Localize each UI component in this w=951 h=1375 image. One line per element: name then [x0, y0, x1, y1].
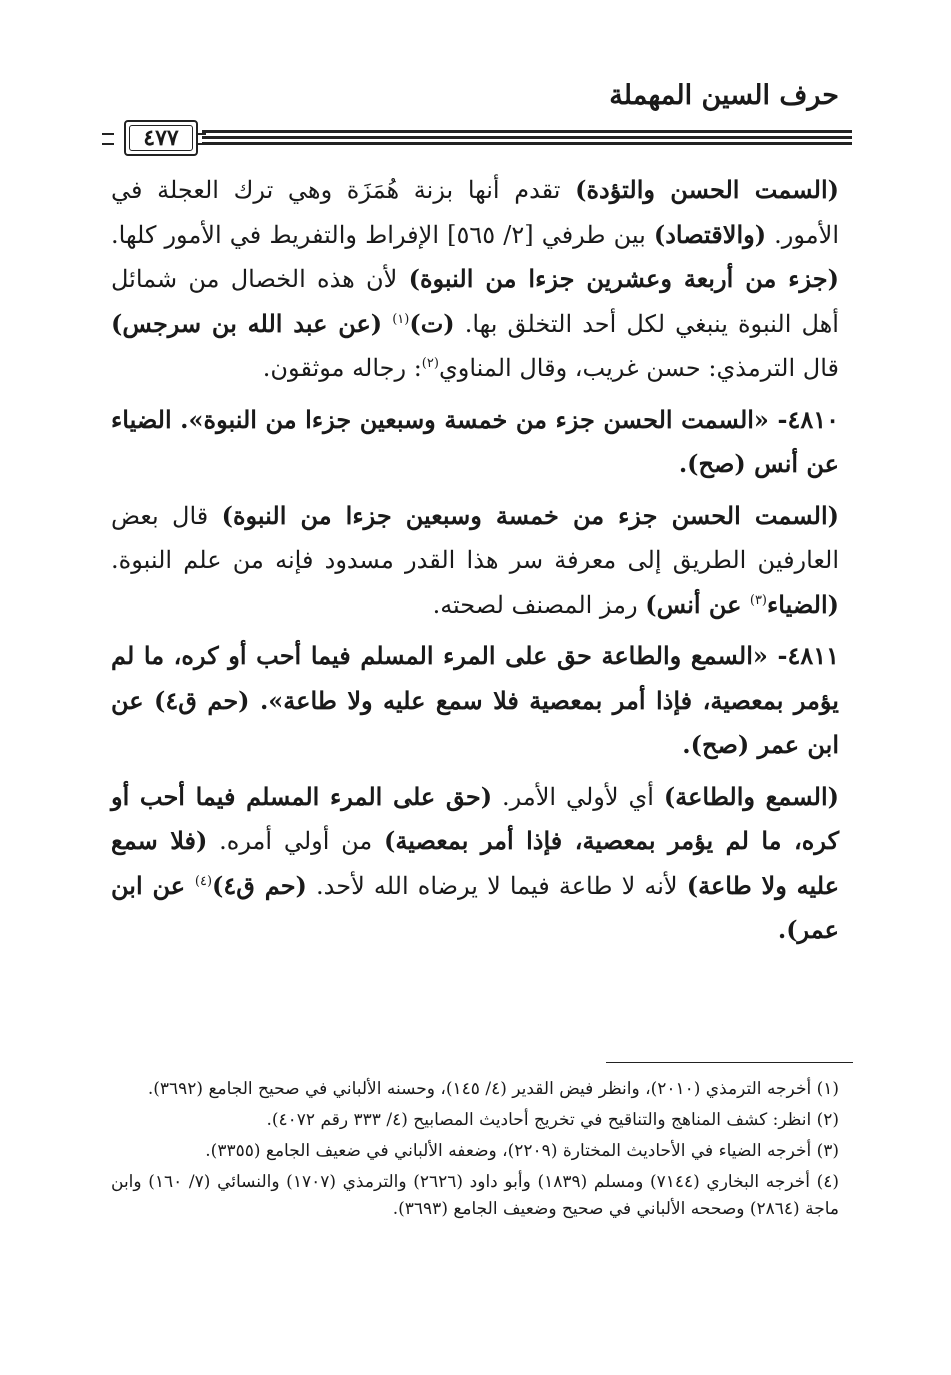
text-run [382, 310, 392, 338]
paragraph-p1 [111, 168, 839, 391]
footnotes [111, 1076, 839, 1227]
bold-text: (حم ق٤) [212, 870, 307, 900]
main-text [111, 168, 839, 953]
bold-text: (السمع والطاعة) [663, 781, 839, 811]
paragraph-p4 [111, 634, 839, 768]
text-run: لأن هذه الخصال من شمائل أهل النبوة ينبغي لكل أحد التخلق بها. [111, 265, 839, 338]
footnote-ref: (١) [392, 311, 410, 327]
rule-line-3 [202, 142, 852, 145]
paragraph-p2 [111, 398, 839, 487]
text-run: لأنه لا طاعة فيما لا يرضاه الله لأحد. [306, 871, 687, 900]
bold-text: (والاقتصاد) [653, 219, 767, 249]
text-run: قال الترمذي: حسن غريب، وقال المناوي [438, 354, 839, 382]
bold-text: ٤٨١١- «السمع والطاعة حق على المرء المسلم فيما أحب أو كره، ما لم يؤمر بمعصية، فإذا أمر بمعصية فلا سمع عليه ولا طاعة». (حم ق٤) عن ابن عمر (صح). [111, 641, 839, 759]
footnote-1: (١) أخرجه الترمذي (٢٠١٠)، وانظر فيض القدير (٤/ ١٤٥)، وحسنه الألباني في صحيح الجامع (٣٦٩٢). [147, 1079, 839, 1099]
text-run: بين طرفي [٢/ ٥٦٥] الإفراط والتفريط في الأمور كلها. [111, 220, 654, 249]
bold-text: (فلا سمع عليه ولا طاعة) [111, 826, 840, 900]
text-run: : رجاله موثقون. [262, 354, 422, 382]
rule-ornament-left [102, 133, 114, 145]
text-run: رمز المصنف لصحته. [432, 590, 646, 619]
footnote-ref: (٤) [194, 873, 213, 889]
footnote-4: (٤) أخرجه البخاري (٧١٤٤) ومسلم (١٨٣٩) وأبو داود (٢٦٢٦) والترمذي (١٧٠٧) والنسائي (٧/ ١٦٠) وابن ماجة (٢٨٦٤) وصححه الألباني في صحيح وضعيف الجامع (٣٦٩٣). [111, 1172, 840, 1219]
page-number-box [124, 120, 198, 156]
header-rule [92, 120, 852, 154]
footnote-2: (٢) انظر: كشف المناهج والتناقيح في تخريج أحاديث المصابيح (٤/ ٣٣٣ رقم ٤٠٧٢). [266, 1110, 839, 1130]
bold-text: عن ابن عمر). [111, 870, 839, 944]
bold-text: (الضياء [767, 589, 839, 619]
footnote-separator [606, 1062, 853, 1063]
text-run: أي لأولي الأمر. [492, 782, 664, 811]
bold-text: (عن عبد الله بن سرجس) [111, 308, 383, 338]
text-run: قال بعض العارفين الطريق إلى معرفة سر هذا القدر مسدود فإنه من علم النبوة. [111, 501, 839, 574]
paragraph-p5 [111, 775, 839, 953]
text-run: تقدم أنها بزنة هُمَزَة وهي ترك العجلة في الأمور. [111, 176, 839, 249]
bold-text: ٤٨١٠- «السمت الحسن جزء من خمسة وسبعين جزءا من النبوة». الضياء عن أنس (صح). [111, 404, 839, 478]
bold-text: (السمت الحسن جزء من خمسة وسبعين جزءا من النبوة) [221, 500, 840, 530]
footnote-ref: (٣) [749, 592, 767, 608]
bold-text: (ت) [409, 308, 455, 338]
footnote-ref: (٢) [421, 356, 439, 371]
page-header-title: حرف السين المهملة [609, 80, 839, 111]
page-number: ٤٧٧ [143, 125, 179, 151]
bold-text: عن أنس) [645, 589, 750, 619]
rule-line-1 [202, 130, 852, 133]
footnote-3: (٣) أخرجه الضياء في الأحاديث المختارة (٢٢٠٩)، وضعفه الألباني في ضعيف الجامع (٣٣٥٥). [205, 1141, 839, 1161]
text-run: من أولي أمره. [207, 827, 384, 855]
rule-line-2 [202, 136, 852, 139]
bold-text: (جزء من أربعة وعشرين جزءا من النبوة) [408, 264, 839, 293]
paragraph-p3 [111, 494, 839, 628]
bold-text: (حق على المرء المسلم فيما أحب أو كره، ما لم يؤمر بمعصية، فإذا أمر بمعصية) [111, 781, 839, 855]
bold-text: (السمت الحسن والتؤدة) [575, 175, 839, 204]
